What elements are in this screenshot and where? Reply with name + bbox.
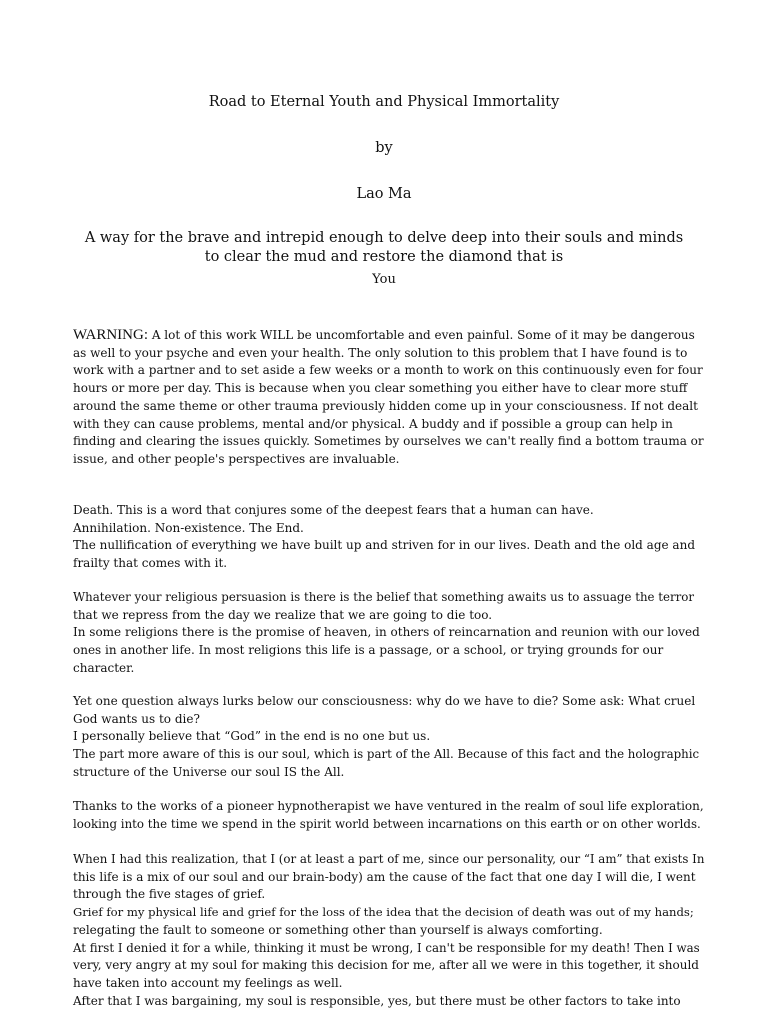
- warning-line: [73, 327, 703, 345]
- warning-line: with they can cause problems, mental and/or physical. A buddy and if possible a group can help in: [73, 416, 673, 431]
- paragraph-line: ones in another life. In most religions this life is a passage, or a school, or trying grounds for our: [73, 643, 664, 658]
- paragraph-line: Yet one question always lurks below our consciousness: why do we have to die? Some ask: What cruel: [73, 694, 696, 708]
- paragraph-line: Annihilation. Non-existence. The End.: [73, 520, 304, 535]
- paragraph-question: [73, 693, 703, 782]
- paragraph-line: character.: [73, 660, 135, 675]
- paragraph-line: The nullification of everything we have built up and striven for in our lives. Death and the old age and: [73, 538, 695, 553]
- paragraph-line: this life is a mix of our soul and our brain-body) am the cause of the fact that one day I will die, I went: [73, 869, 696, 884]
- paragraph-line: I personally believe that “God” in the end is no one but us.: [73, 729, 431, 744]
- paragraph-line: At first I denied it for a while, thinking it must be wrong, I can't be responsible for my death! Then I was: [73, 940, 700, 955]
- paragraph-line: Death. This is a word that conjures some of the deepest fears that a human can have.: [73, 503, 594, 517]
- warning-line: around the same theme or other trauma previously hidden come up in your consciousness. If not dealt: [73, 398, 698, 413]
- document-title: Road to Eternal Youth and Physical Immortality: [208, 94, 560, 110]
- author-name: Lao Ma: [356, 186, 412, 202]
- subtitle-you: You: [372, 272, 396, 287]
- paragraph-line: The part more aware of this is our soul, which is part of the All. Because of this fact and the holographic: [73, 747, 700, 762]
- paragraph-line: relegating the fault to someone or something other than yourself is always comforting.: [73, 922, 603, 937]
- warning-line: finding and clearing the issues quickly. Sometimes by ourselves we can't really find a bottom trauma or: [73, 434, 704, 449]
- paragraph-line: looking into the time we spend in the spirit world between incarnations on this earth or on other worlds.: [73, 816, 701, 831]
- warning-line: as well to your psyche and even your health. The only solution to this problem that I have found is to: [73, 345, 688, 360]
- paragraph-religion: [73, 589, 703, 678]
- paragraph-line: God wants us to die?: [73, 711, 200, 726]
- byline: by: [375, 140, 393, 156]
- paragraph-realization: [73, 851, 703, 1010]
- subtitle-line: to clear the mud and restore the diamond that is: [204, 249, 564, 265]
- warning-line-text: A lot of this work WILL be uncomfortable and even painful. Some of it may be dangerous: [148, 328, 695, 342]
- paragraph-line: Whatever your religious persuasion is there is the belief that something awaits us to assuage the terror: [73, 590, 695, 604]
- paragraph-line: Grief for my physical life and grief for the loss of the idea that the decision of death was out of my hands;: [73, 905, 694, 920]
- paragraph-line: When I had this realization, that I (or at least a part of me, since our personality, our “I am” that exists In: [73, 852, 705, 866]
- paragraph-line: have taken into account my feelings as well.: [73, 975, 343, 990]
- paragraph-line: that we repress from the day we realize that we are going to die too.: [73, 607, 493, 622]
- paragraph-line: After that I was bargaining, my soul is responsible, yes, but there must be other factors to take into: [73, 993, 681, 1008]
- paragraph-line: through the five stages of grief.: [73, 887, 266, 902]
- subtitle-line: A way for the brave and intrepid enough to delve deep into their souls and minds: [84, 230, 684, 246]
- warning-line: work with a partner and to set aside a few weeks or a month to work on this continuously even for four: [73, 363, 703, 378]
- warning-label: WARNING:: [73, 327, 148, 343]
- paragraph-line: In some religions there is the promise of heaven, in others of reincarnation and reunion with our loved: [73, 625, 700, 640]
- paragraph-death: [73, 502, 703, 573]
- paragraph-line: structure of the Universe our soul IS the All.: [73, 764, 345, 779]
- warning-paragraph: [73, 327, 703, 469]
- warning-line: issue, and other people's perspectives are invaluable.: [73, 451, 400, 466]
- paragraph-hypnotherapist: [73, 798, 703, 833]
- warning-line: hours or more per day. This is because when you clear something you either have to clear more stuff: [73, 381, 688, 396]
- paragraph-line: frailty that comes with it.: [73, 556, 228, 571]
- subtitle: [0, 229, 768, 267]
- paragraph-line: very, very angry at my soul for making this decision for me, after all we were in this together, it should: [73, 958, 699, 973]
- paragraph-line: Thanks to the works of a pioneer hypnotherapist we have ventured in the realm of soul life exploration,: [73, 799, 704, 813]
